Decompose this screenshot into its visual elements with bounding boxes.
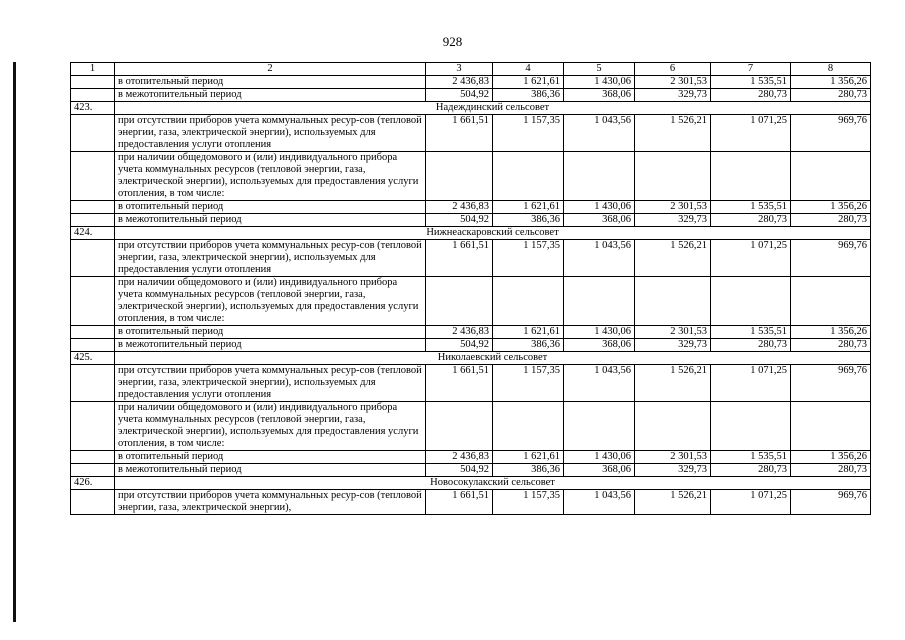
row-label: в межотопительный период bbox=[115, 214, 426, 227]
section-name: Надеждинский сельсовет bbox=[115, 102, 871, 115]
section-number: 423. bbox=[71, 102, 115, 115]
row-label: в межотопительный период bbox=[115, 464, 426, 477]
table-row bbox=[71, 152, 871, 201]
cell-value: 1 526,21 bbox=[635, 365, 711, 402]
section-header-row bbox=[71, 477, 871, 490]
column-header: 6 bbox=[635, 63, 711, 76]
page-edge-line bbox=[13, 62, 16, 622]
table-row bbox=[71, 326, 871, 339]
cell-value: 1 430,06 bbox=[564, 76, 635, 89]
table-row bbox=[71, 214, 871, 227]
section-name: Николаевский сельсовет bbox=[115, 352, 871, 365]
cell-value: 1 661,51 bbox=[426, 365, 493, 402]
cell-value: 1 157,35 bbox=[493, 365, 564, 402]
cell-value: 1 621,61 bbox=[493, 201, 564, 214]
row-label: в отопительный период bbox=[115, 451, 426, 464]
section-number: 424. bbox=[71, 227, 115, 240]
cell-value: 368,06 bbox=[564, 89, 635, 102]
cell-value: 386,36 bbox=[493, 339, 564, 352]
cell-value: 280,73 bbox=[791, 339, 871, 352]
table-row bbox=[71, 490, 871, 515]
column-header: 1 bbox=[71, 63, 115, 76]
table-row bbox=[71, 89, 871, 102]
table-row bbox=[71, 402, 871, 451]
cell-value: 1 071,25 bbox=[711, 240, 791, 277]
row-label: при отсутствии приборов учета коммунальных ресур-сов (тепловой энергии, газа, электрической энергии), используемых для предоставления услуги отопления bbox=[115, 240, 426, 277]
section-header-row bbox=[71, 227, 871, 240]
cell-value: 1 157,35 bbox=[493, 240, 564, 277]
cell-value: 1 157,35 bbox=[493, 115, 564, 152]
cell-value: 1 661,51 bbox=[426, 240, 493, 277]
section-name: Новосокулакский сельсовет bbox=[115, 477, 871, 490]
cell-value: 280,73 bbox=[711, 464, 791, 477]
table-row bbox=[71, 240, 871, 277]
cell-value: 280,73 bbox=[791, 214, 871, 227]
cell-value: 1 526,21 bbox=[635, 240, 711, 277]
cell-value: 1 356,26 bbox=[791, 326, 871, 339]
section-name: Нижнеаскаровский сельсовет bbox=[115, 227, 871, 240]
column-header: 5 bbox=[564, 63, 635, 76]
cell-value: 1 043,56 bbox=[564, 490, 635, 515]
cell-value: 1 430,06 bbox=[564, 201, 635, 214]
cell-value: 1 430,06 bbox=[564, 326, 635, 339]
column-header: 3 bbox=[426, 63, 493, 76]
row-label: при наличии общедомового и (или) индивидуального прибора учета коммунальных ресурсов (тепловой энергии, газа, электрической энергии), используемых для предоставления услуги отопления, в том числе: bbox=[115, 152, 426, 201]
cell-value: 504,92 bbox=[426, 339, 493, 352]
cell-value: 504,92 bbox=[426, 464, 493, 477]
cell-value: 1 356,26 bbox=[791, 451, 871, 464]
column-header: 8 bbox=[791, 63, 871, 76]
cell-value: 1 157,35 bbox=[493, 490, 564, 515]
cell-value: 1 071,25 bbox=[711, 115, 791, 152]
cell-value: 329,73 bbox=[635, 339, 711, 352]
cell-value: 1 535,51 bbox=[711, 201, 791, 214]
cell-value: 329,73 bbox=[635, 464, 711, 477]
cell-value: 1 621,61 bbox=[493, 326, 564, 339]
table-row bbox=[71, 365, 871, 402]
cell-value: 368,06 bbox=[564, 464, 635, 477]
cell-value: 1 071,25 bbox=[711, 490, 791, 515]
table-row bbox=[71, 464, 871, 477]
cell-value: 1 535,51 bbox=[711, 451, 791, 464]
cell-value: 386,36 bbox=[493, 89, 564, 102]
row-label: в отопительный период bbox=[115, 326, 426, 339]
page-number: 928 bbox=[442, 34, 463, 49]
row-label: при отсутствии приборов учета коммунальных ресур-сов (тепловой энергии, газа, электрической энергии), bbox=[115, 490, 426, 515]
table-row bbox=[71, 115, 871, 152]
cell-value: 1 526,21 bbox=[635, 115, 711, 152]
section-number: 425. bbox=[71, 352, 115, 365]
row-label: в отопительный период bbox=[115, 76, 426, 89]
cell-value: 1 071,25 bbox=[711, 365, 791, 402]
cell-value: 368,06 bbox=[564, 339, 635, 352]
cell-value: 2 436,83 bbox=[426, 451, 493, 464]
cell-value: 329,73 bbox=[635, 214, 711, 227]
cell-value: 1 043,56 bbox=[564, 115, 635, 152]
cell-value: 1 661,51 bbox=[426, 115, 493, 152]
cell-value: 1 043,56 bbox=[564, 365, 635, 402]
cell-value: 2 301,53 bbox=[635, 201, 711, 214]
row-label: при наличии общедомового и (или) индивидуального прибора учета коммунальных ресурсов (тепловой энергии, газа, электрической энергии), используемых для предоставления услуги отопления, в том числе: bbox=[115, 402, 426, 451]
table-row bbox=[71, 76, 871, 89]
cell-value: 1 356,26 bbox=[791, 76, 871, 89]
cell-value: 280,73 bbox=[711, 89, 791, 102]
cell-value: 368,06 bbox=[564, 214, 635, 227]
cell-value: 280,73 bbox=[711, 214, 791, 227]
section-header-row bbox=[71, 102, 871, 115]
cell-value: 1 535,51 bbox=[711, 326, 791, 339]
cell-value: 280,73 bbox=[791, 89, 871, 102]
row-label: при наличии общедомового и (или) индивидуального прибора учета коммунальных ресурсов (тепловой энергии, газа, электрической энергии), используемых для предоставления услуги отопления, в том числе: bbox=[115, 277, 426, 326]
row-label: в отопительный период bbox=[115, 201, 426, 214]
section-header-row bbox=[71, 352, 871, 365]
cell-value: 2 436,83 bbox=[426, 201, 493, 214]
table-row bbox=[71, 339, 871, 352]
cell-value: 1 535,51 bbox=[711, 76, 791, 89]
column-header-row bbox=[71, 63, 871, 76]
cell-value: 1 661,51 bbox=[426, 490, 493, 515]
cell-value: 386,36 bbox=[493, 214, 564, 227]
tariff-table bbox=[70, 62, 871, 515]
cell-value: 2 301,53 bbox=[635, 326, 711, 339]
row-label: в межотопительный период bbox=[115, 89, 426, 102]
cell-value: 2 301,53 bbox=[635, 451, 711, 464]
cell-value: 504,92 bbox=[426, 89, 493, 102]
column-header: 7 bbox=[711, 63, 791, 76]
row-label: в межотопительный период bbox=[115, 339, 426, 352]
row-label: при отсутствии приборов учета коммунальных ресур-сов (тепловой энергии, газа, электрической энергии), используемых для предоставления услуги отопления bbox=[115, 365, 426, 402]
cell-value: 1 356,26 bbox=[791, 201, 871, 214]
cell-value: 969,76 bbox=[791, 115, 871, 152]
cell-value: 2 436,83 bbox=[426, 76, 493, 89]
section-number: 426. bbox=[71, 477, 115, 490]
cell-value: 2 436,83 bbox=[426, 326, 493, 339]
column-header: 2 bbox=[115, 63, 426, 76]
table-row bbox=[71, 277, 871, 326]
column-header: 4 bbox=[493, 63, 564, 76]
cell-value: 280,73 bbox=[791, 464, 871, 477]
cell-value: 1 621,61 bbox=[493, 451, 564, 464]
cell-value: 1 043,56 bbox=[564, 240, 635, 277]
table-row bbox=[71, 451, 871, 464]
cell-value: 504,92 bbox=[426, 214, 493, 227]
cell-value: 329,73 bbox=[635, 89, 711, 102]
cell-value: 280,73 bbox=[711, 339, 791, 352]
cell-value: 386,36 bbox=[493, 464, 564, 477]
cell-value: 969,76 bbox=[791, 365, 871, 402]
cell-value: 1 621,61 bbox=[493, 76, 564, 89]
cell-value: 969,76 bbox=[791, 240, 871, 277]
cell-value: 969,76 bbox=[791, 490, 871, 515]
cell-value: 2 301,53 bbox=[635, 76, 711, 89]
cell-value: 1 430,06 bbox=[564, 451, 635, 464]
cell-value: 1 526,21 bbox=[635, 490, 711, 515]
row-label: при отсутствии приборов учета коммунальных ресур-сов (тепловой энергии, газа, электрической энергии), используемых для предоставления услуги отопления bbox=[115, 115, 426, 152]
table-row bbox=[71, 201, 871, 214]
